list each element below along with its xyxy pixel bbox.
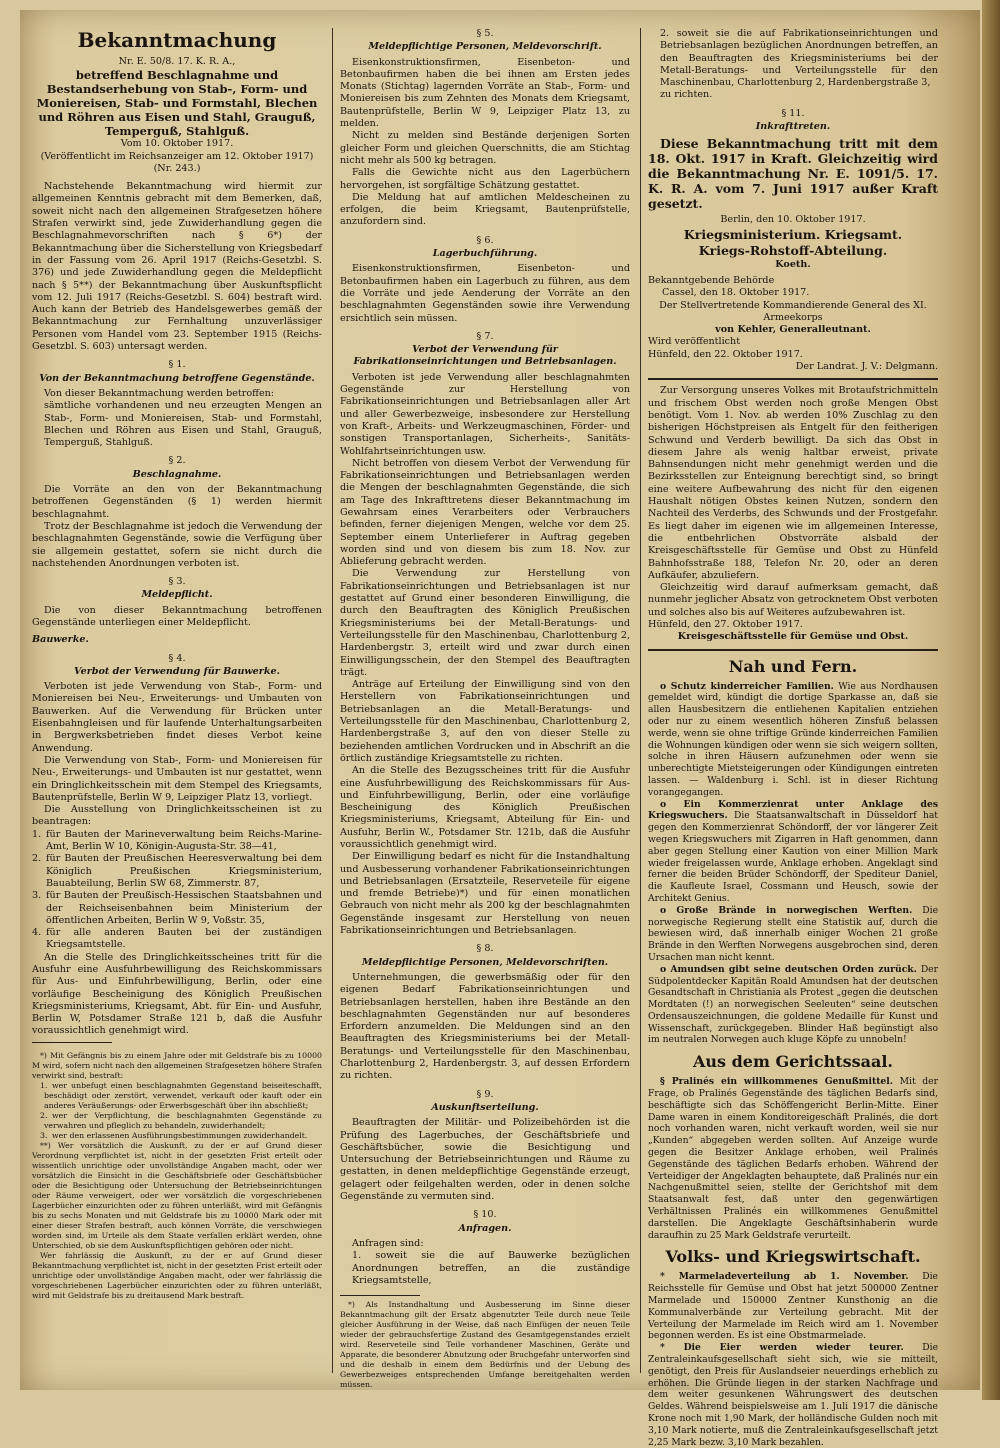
section-5-text-4: Die Meldung hat auf amtlichen Meldescheinen zu erfolgen, die beim Kriegsamt, Bautenprüfstelle, anzufordern sind. (340, 191, 630, 228)
section-3-number: § 3. (168, 576, 186, 588)
section-10-text: Anfragen sind: (352, 1237, 424, 1249)
column-rule-2 (640, 28, 641, 1373)
list-item: 3. für Bauten der Preußisch-Hessischen Staatsbahnen und der Reichseisenbahnen beim Ministerium der öffentlichen Arbeiten, Berlin W 9, Voßstr. 35, (32, 890, 322, 926)
section-7-text: Verboten ist jede Verwendung aller beschlagnahmten Gegenstände zur Herstellung von Fabrikationseinrichtungen und Betriebsanlagen aller Art und aller Gewerbezweige, insbesondere zur Herstellung von Kraft-, Arbeits- und Werkzeugmaschinen, Förder- und sonstigen Transportanlagen, Sicherheits-, Sanitäts-Wohlfahrtseinrichtungen usw. (340, 371, 630, 457)
section-7-text-4: Anträge auf Erteilung der Einwilligung sind von den Herstellern von Fabrikationseinrichtungen und Betriebsanlagen an die Metall-Beratungs- und Verteilungsstelle für den Maschinenbau, Charlottenburg 2, Hardenbergstraße 3, auf den von dieser Stelle zu beziehenden amtlichen Vordrucken und in Abschrift an die örtlich zuständige Kriegsamtstelle zu richten. (340, 679, 630, 764)
list-item: 2. wer der Verpflichtung, die beschlagnahmten Gegenstände zu verwahren und pfleglich zu behandeln, zuwiderhandelt; (40, 1110, 322, 1130)
rubric-gerichtssaal: Aus dem Gerichtssaal. (692, 1052, 893, 1072)
section-1-text-2: sämtliche vorhandenen und neu erzeugten Mengen an Stab-, Form- und Moniereisen, Stab- und Formstahl, Blechen und Röhren aus Eisen und Stahl, Grauguß, Temperguß, Stahlguß. (44, 400, 322, 449)
section-11-text: Diese Bekanntmachung tritt mit dem 18. Okt. 1917 in Kraft. Gleichzeitig wird die Bekanntmachung Nr. E. 1091/5. 17. K. R. A. vom 7. Juni 1917 außer Kraft gesetzt. (648, 136, 938, 212)
list-item: 3. wer den erlassenen Ausführungsbestimmungen zuwiderhandelt. (40, 1130, 308, 1140)
office-department: Kriegs-Rohstoff-Abteilung. (698, 242, 888, 258)
published-date: Hünfeld, den 22. Oktober 1917. (648, 348, 803, 360)
section-5-text-3: Falls die Gewichte nicht aus den Lagerbüchern hervorgehen, ist sorgfältige Schätzung gestattet. (340, 167, 630, 191)
section-10-end: zu richten. (660, 89, 713, 101)
section-8-number: § 8. (476, 943, 494, 955)
section-6-number: § 6. (476, 234, 494, 246)
notice-number: Nr. E. 50/8. 17. K. R. A., (118, 56, 236, 67)
section-4-text-4: An die Stelle des Dringlichkeitsscheines tritt für die Ausfuhr eine Ausfuhrbewilligung des Reichskommissars für Aus- und Einfuhrbewilligung, Berlin, oder eine vorläufige Bescheinigung des Königlich Preußischen Kriegsministeriums, Kriegsamt, Abt. für Ein- und Ausfuhr, Berlin W, Potsdamer Straße 121 b, daß die Ausfuhr voraussichtlich genehmigt wird. (32, 951, 322, 1037)
section-10-title: Anfragen. (458, 1222, 512, 1234)
footnote-3: Wer fahrlässig die Auskunft, zu der er auf Grund dieser Bekanntmachung verpflichtet ist, nicht in der gesetzten Frist erteilt oder unrichtige oder unvollständige Angaben macht, oder wer fahrlässig die vorgeschriebenen Lagerbücher einzurichten oder zu führen unterläßt, wird mit Geldstrafe bis zu dreitausend Mark bestraft. (32, 1250, 322, 1300)
authority-general: Der Stellvertretende Kommandierende General des XI. Armeekorps (659, 299, 927, 323)
footnotes (32, 1051, 322, 1301)
section-9-number: § 9. (476, 1088, 494, 1100)
section-7-text-3: Die Verwendung zur Herstellung von Fabrikationseinrichtungen und Betriebsanlagen ist nur gestattet auf Grund einer besonderen Einwilligung, die durch den Beauftragten des Königlich Preußischen Kriegsministeriums bei der Metall-Beratungs- und Verteilungsstelle für den Maschinenbau, Charlottenburg 2, Hardenbergstr. 3, erteilt wird und zwar durch einen Einwilligungsschein, der den Stempel des Beauftragten trägt. (340, 568, 630, 678)
section-4-list (32, 829, 322, 952)
authority-label: Bekanntgebende Behörde (648, 274, 775, 286)
section-5-text-2: Nicht zu melden sind Bestände derjenigen Sorten gleicher Form und gleichen Querschnitts, die am Stichtag nicht mehr als 500 kg betragen. (340, 130, 630, 166)
obst-notice-signature: Kreisgeschäftsstelle für Gemüse und Obst. (677, 631, 909, 643)
section-2-number: § 2. (168, 455, 186, 467)
section-10-item-1: 1. soweit sie die auf Bauwerke bezüglichen Anordnungen betreffen, an die zuständige Kriegsamtstelle, (352, 1250, 630, 1286)
notice-intro: Nachstehende Bekanntmachung wird hiermit zur allgemeinen Kenntnis gebracht mit dem Bemerken, daß, soweit nicht nach den allgemeinen Strafgesetzen höhere Strafen verwirkt sind, jede Zuwiderhandlung gegen die Beschlagnahmevorschriften nach § 6*) der Bekanntmachung über die Sicherstellung von Kriegsbedarf in der Fassung vom 26. April 1917 (Reichs-Gesetzbl. S. 376) und jede Zuwiderhandlung gegen die Meldepflicht nach § 5**) der Bekanntmachung über Auskunftspflicht vom 12. Juli 1917 (Reichs-Gesetzbl. S. 604) bestraft wird. Auch kann der Betrieb des Handelsgewerbes gemäß der Bekanntmachung zur Fernhaltung unzuverlässiger Personen vom Handel vom 23. September 1915 (Reichs-Gesetzbl. S. 603) untersagt werden. (32, 181, 322, 353)
section-7-number: § 7. (476, 330, 494, 342)
news-item: § Pralinés ein willkommenes Genußmittel. Mit der Frage, ob Pralinés Gegenstände des täglichen Bedarfs sind, beschäftigte sich das Schöffengericht Berlin-Mitte. Einer Dame waren in einem Konditoreigeschäft Pralinés, die dort noch vorhanden waren, nicht verkauft worden, weil sie nur „Kunden“ abgegeben werden sollten. Auf Anzeige wurde gegen die Besitzer Anklage erhoben, weil Pralinés Gegenstände des täglichen Bedarfs erhoben. Während der Verteidiger der Angeklagten behauptete, daß Pralinés nur ein Nachgenußmittel seien, stellte der Gerichtshof mit dem Staatsanwalt fest, daß unter den gegenwärtigen Verhältnissen Pralinés ein willkommenes Genußmittel darstellen. Die Angeklagte Geschäftsinhaberin wurde daraufhin zu 25 Mark Geldstrafe verurteilt. (648, 1076, 938, 1241)
news-list (648, 681, 938, 1047)
news-item: o Amundsen gibt seine deutschen Orden zurück. Der Südpolentdecker Kapitän Roald Amundsen hat der deutschen Gesandtschaft in Christiania als Protest „gegen die deutschen Mordtaten (!) an norwegischen Seeleuten“ seine deutschen Ordensauszeichnungen, die goldene Medaille für Kunst und Wissenschaft, zurückgegeben. Blinder Haß begünstigt also im neutralen Norwegen auch kluge Köpfe zu unnobeln! (648, 963, 939, 1046)
authority-date: Cassel, den 18. Oktober 1917. (662, 287, 810, 299)
section-5-number: § 5. (476, 28, 494, 39)
section-2-title: Beschlagnahme. (132, 468, 222, 480)
obst-notice-date: Hünfeld, den 27. Oktober 1917. (648, 618, 803, 630)
section-8-title: Meldepflichtige Personen, Meldevorschriften. (361, 956, 609, 968)
section-6-title: Lagerbuchführung. (432, 248, 538, 260)
section-7-title: Verbot der Verwendung für Fabrikationseinrichtungen und Betriebsanlagen. (353, 344, 617, 368)
footnote-1: *) Mit Gefängnis bis zu einem Jahre oder mit Geldstrafe bis zu 10000 M wird, sofern nicht nach den allgemeinen Strafgesetzen höhere Strafen verwirkt sind, bestraft: (32, 1050, 322, 1080)
section-9-title: Auskunftserteilung. (431, 1101, 539, 1113)
footnote-rule (340, 1295, 420, 1296)
section-5-title: Meldepflichtige Personen, Meldevorschrift. (368, 41, 602, 53)
section-10-number: § 10. (473, 1209, 497, 1221)
section-9-text: Beauftragten der Militär- und Polizeibehörden ist die Prüfung des Lagerbuches, der Geschäftsbriefe und Geschäftsbücher, sowie die Besichtigung und Untersuchung der Betriebseinrichtungen und Räume zu gestatten, in denen meldepflichtige Gegenstände erzeugt, gelagert oder feilgehalten werden, oder in denen solche Gegenstände zu vermuten sind. (340, 1117, 630, 1203)
section-7-text-5: An die Stelle des Bezugsscheines tritt für die Ausfuhr eine Ausfuhrbewilligung des Reichskommissars für Aus- und Einfuhrbewilligung, Berlin, oder eine vorläufige Bescheinigung des Königlich Preußischen Kriegsministeriums, Kriegsamt, Abteilung für Ein- und Ausfuhr, Berlin W., Potsdamer Str. 121b, daß die Ausfuhr voraussichtlich genehmigt wird. (340, 765, 630, 850)
notice-title: Bekanntmachung (77, 28, 277, 52)
rubric-nah-und-fern: Nah und Fern. (728, 656, 858, 676)
section-4-text: Verboten ist jede Verwendung von Stab-, Form- und Moniereisen bei Neu-, Erweiterungs- und Umbauten von Bauwerken. Auf die Verwendung für Brücken unter Eisenbahngleisen und für laufende Unterhaltungsarbeiten in Bergwerksbetrieben findet dieses Verbot keine Anwendung. (32, 681, 322, 754)
footnote-1: *) Als Instandhaltung und Ausbesserung im Sinne dieser Bekanntmachung gilt der Ersatz abgenutzter Teile durch neue Teile gleicher Ausführung in der Weise, daß nach Einfügen der neuen Teile wieder der gebrauchsfertige Zustand des Gesamtgegenstandes erzielt wird. Reserveteile sind Teile vorhandener Maschinen, Geräte und Apparate, die besonderer Abnutzung oder Bruchgefahr unterworfen sind und die deshalb in einem dem Bedürfnis und der Uebung des Gewerbezweiges entsprechenden Umfange bereitgehalten werden müssen. (340, 1300, 630, 1390)
list-item: 1. für Bauten der Marineverwaltung beim Reichs-Marine-Amt, Berlin W 10, Königin-Augusta-Str. 38—41, (32, 828, 322, 853)
section-10-item-2: 2. soweit sie die auf Fabrikationseinrichtungen und Betriebsanlagen bezüglichen Anordnungen betreffen, an den Beauftragten des Kriegsministeriums bei der Metall-Beratungs- und Verteilungsstelle für den Maschinenbau, Charlottenburg 2, Hardenbergstraße 3, (660, 28, 938, 89)
list-item: 1. wer unbefugt einen beschlagnahmten Gegenstand beiseiteschafft, beschädigt oder zerstört, verwendet, verkauft oder kauft oder ein anderes Veräußerungs- oder Erwerbsgeschäft über ihn abschließt; (40, 1080, 322, 1110)
economy-list (648, 1271, 938, 1448)
office-signature: Koeth. (775, 258, 811, 270)
news-item: o Schutz kinderreicher Familien. Wie aus Nordhausen gemeldet wird, kündigt die dortige Sparkasse an, daß sie allen Hausbesitzern die entliehenen Kapitalien entziehen oder nur zu einem wesentlich höheren Zinsfuß belassen werde, wenn sie ohne triftige Gründe kinderreichen Familien die Wohnungen kündigen oder wenn sie sich weigern sollten, solche in ihren Häusern aufzunehmen oder wenn sie unberechtigte Mietsteigerungen oder Kündigungen eintreten lassen. — Waldenburg i. Schl. ist in dieser Richtung vorangegangen. (648, 680, 938, 798)
news-item: * Die Eier werden wieder teurer. Die Zentraleinkaufsgesellschaft sieht sich, wie sie mitteilt, genötigt, den Preis für Auslandseier neuerdings erheblich zu erhöhen. Die Gründe liegen in der starken Nachfrage und dem weiter gesunkenen Währungswert des deutschen Geldes. Während beispielsweise am 1. Juli 1917 die dänische Krone noch mit 1,90 Mark, der holländische Gulden noch mit 3,10 Mark notierte, muß die Zentraleinkaufsgesellschaft jetzt 2,25 Mark bezw. 3,10 Mark bezahlen. (648, 1342, 939, 1448)
notice-published-number: (Nr. 243.) (153, 162, 201, 174)
landrat-signature: Der Landrat. J. V.: Delgmann. (795, 361, 938, 373)
section-4-title: Verbot der Verwendung für Bauwerke. (74, 665, 280, 677)
section-4-text-3: Die Ausstellung von Dringlichkeitsscheinen ist zu beantragen: (32, 804, 322, 828)
court-list (648, 1076, 938, 1241)
section-4-text-2: Die Verwendung von Stab-, Form- und Moniereisen für Neu-, Erweiterungs- und Umbauten ist nur gestattet, wenn ein Dringlichkeitsschein mit dem Stempel des Kriegsamts, Bautenprüfstelle, Berlin W 9, Leipziger Platz 13, vorliegt. (32, 754, 322, 803)
divider (648, 649, 938, 651)
rubric-kriegswirtschaft: Volks- und Kriegswirtschaft. (665, 1247, 921, 1267)
footnote-2: **) Wer vorsätzlich die Auskunft, zu der er auf Grund dieser Verordnung verpflichtet ist, nicht in der gesetzten Frist erteilt oder wissentlich unrichtige oder unvollständige Angaben macht, oder wer vorsätzlich die Einsicht in die Geschäftsbriefe oder Geschäftsbücher oder die Besichtigung oder Untersuchung der Betriebseinrichtungen oder Räume verweigert, oder wer vorsätzlich die vorgeschriebenen Lagerbücher einzurichten oder zu führen unterläßt, wird mit Gefängnis bis zu sechs Monaten und mit Geldstrafe bis zu 10000 Mark oder mit einer dieser Strafen bestraft, auch können Vorräte, die verschwiegen worden sind, im Urteile als dem Staate verfallen erklärt werden, ohne Unterschied, ob sie dem Auskunftspflichtigen gehören oder nicht. (32, 1140, 322, 1250)
section-11-number: § 11. (781, 107, 805, 119)
notice-published: (Veröffentlicht im Reichsanzeiger am 12. Oktober 1917) (40, 150, 314, 162)
section-1-title: Von der Bekanntmachung betroffene Gegenstände. (39, 372, 315, 384)
page-edge-shadow (982, 0, 1000, 1400)
heading-bauwerke: Bauwerke. (32, 634, 89, 646)
column-2 (340, 28, 630, 1390)
published-label: Wird veröffentlicht (648, 336, 741, 348)
section-1-number: § 1. (168, 359, 186, 371)
section-11-title: Inkrafttreten. (755, 121, 831, 133)
footnote-list (32, 1081, 322, 1141)
news-item: o Große Brände in norwegischen Werften. Die norwegische Regierung stellt eine Statistik auf, durch die bewiesen wird, daß innerhalb einiger Wochen 21 große Brände in den Werften Norwegens ausgebrochen sind, deren Ursachen man nicht kennt. (648, 904, 939, 963)
column-1 (32, 28, 322, 1373)
section-2-text-2: Trotz der Beschlagnahme ist jedoch die Verwendung der beschlagnahmten Gegenstände, sowie die Verfügung über sie allgemein gestattet, sofern sie nicht durch die nachstehenden Anordnungen verboten ist. (32, 520, 322, 569)
section-7-text-6: Der Einwilligung bedarf es nicht für die Instandhaltung und Ausbesserung vorhandener Fabrikationseinrichtungen und Betriebsanlagen (Ersatzteile, Reserveteile für eigene und fremde Betriebe)*) und für einen monatlichen Gebrauch von nicht mehr als 200 kg der beschlagnahmten Gegenstände insgesamt zur Herstellung von neuen Fabrikationseinrichtungen und Betriebsanlagen. (340, 851, 630, 937)
column-rule-1 (332, 28, 333, 1373)
list-item: 2. für Bauten der Preußischen Heeresverwaltung bei dem Königlich Preußischen Kriegsministerium, Bauabteilung, Berlin SW 68, Zimmerstr. 87, (32, 853, 322, 889)
column-3 (648, 28, 939, 1448)
section-3-text: Die von dieser Bekanntmachung betroffenen Gegenstände unterliegen einer Meldepflicht. (32, 604, 322, 628)
section-1-text: Von dieser Bekanntmachung werden betroffen: (44, 387, 275, 399)
list-item: 4. für alle anderen Bauten bei der zuständigen Kriegsamtstelle. (32, 927, 322, 951)
news-item: * Marmeladeverteilung ab 1. November. Die Reichsstelle für Gemüse und Obst hat jetzt 500000 Zentner Marmelade und 150000 Zentner Kunsthonig an die Kommunalverbände zur Verteilung gebracht. Mit der Verteilung der Marmelade im Reich wird am 1. November begonnen werden. Es ist eine Obstmarmelade. (648, 1271, 938, 1342)
authority-signature: von Kehler, Generalleutnant. (715, 324, 871, 336)
footnote-rule (32, 1042, 112, 1043)
section-5-text: Eisenkonstruktionsfirmen, Eisenbeton- und Betonbaufirmen haben die bei ihnen am Ersten jedes Monats (Stichtag) lagernden Vorräte an Stab-, Form- und Moniereisen bis zum Zehnten des Monats dem Kriegsamt, Bautenprüfstelle, Berlin W 9, Leipziger Platz 13, zu melden. (340, 56, 630, 130)
divider (648, 378, 938, 380)
section-4-number: § 4. (168, 652, 186, 664)
dateline: Berlin, den 10. Oktober 1917. (720, 214, 866, 226)
news-item: o Ein Kommerzienrat unter Anklage des Kriegswuchers. Die Staatsanwaltschaft in Düsseldorf hat gegen den Kommerzienrat Schöndorff, der vor längerer Zeit wegen Kriegswuchers mit Zigarren in Haft genommen, dann aber gegen Stellung einer Kaution von einer Million Mark wieder freigelassen wurde, Anklage erhoben. Angeklagt sind ferner die beiden Brüder Schöndorff, der Spediteur Daniel, die Kaufleute Israel, Cossmann und Heusch, sowie der Architekt Genius. (648, 798, 938, 904)
notice-subject: betreffend Beschlagnahme und Bestandserhebung von Stab-, Form- und Moniereisen, Stab- und Formstahl, Blechen und Röhren aus Eisen und Stahl, Grauguß, Temperguß, Stahlguß. (36, 68, 318, 139)
obst-notice-text-2: Gleichzeitig wird darauf aufmerksam gemacht, daß nunmehr jeglicher Absatz von getrocknetem Obst verboten und solches also bis auf Weiteres aufzubewahren ist. (648, 582, 938, 618)
notice-date: Vom 10. Oktober 1917. (120, 138, 234, 150)
footnotes (340, 1300, 630, 1390)
section-3-title: Meldepflicht. (141, 589, 213, 601)
section-6-text: Eisenkonstruktionsfirmen, Eisenbeton- und Betonbaufirmen haben ein Lagerbuch zu führen, aus dem die Vorräte und jede Aenderung der Vorräte an den beschlagnahmten Gegenständen sowie ihre Verwendung ersichtlich sein müssen. (340, 263, 630, 324)
section-7-text-2: Nicht betroffen von diesem Verbot der Verwendung für Fabrikationseinrichtungen und Betriebsanlagen werden die Mengen der beschlagnahmten Gegenstände, die sich am Tage des Inkrafttretens dieser Bekanntmachung im Gewahrsam eines Verarbeiters oder Verbrauchers befinden, ferner diejenigen Mengen, welche vor dem 25. September einem Unterlieferer in Auftrag gegeben worden sind und von diesem bis zum 18. Nov. zur Ablieferung gebracht werden. (340, 457, 630, 568)
office-ministry: Kriegsministerium. Kriegsamt. (683, 226, 903, 242)
section-8-text: Unternehmungen, die gewerbsmäßig oder für den eigenen Bedarf Fabrikationseinrichtungen und Betriebsanlagen herstellen, haben ihre Bestände an den beschlagnahmten Gegenständen nur auf besonderes Erfordern anzumelden. Die Meldungen sind an den Beauftragten des Kriegsministeriums bei der Metall-Beratungs- und Verteilungsstelle für den Maschinenbau, Charlottenburg 2, Hardenbergstr. 3, auf dessen Erfordern zu richten. (340, 971, 630, 1082)
obst-notice-text: Zur Versorgung unseres Volkes mit Brotaufstrichmitteln und frischem Obst werden noch große Mengen Obst benötigt. Vom 1. Nov. ab werden 10% Zuschlag zu den bisherigen Höchstpreisen als Entgelt für den feitherigen Schwund und Verderb bewilligt. Da sich das Obst in diesem Jahre als wenig haltbar erweist, private Bahnsendungen nicht mehr genehmigt werden und die Bezirksstellen zur Enteignung berechtigt sind, so bringt eine weitere Aufbewahrung des nicht für den eigenen Haushalt nötigen Obstes keinen Nutzen, sondern den Nachteil des Verderbs, des Schwunds und der Frostgefahr. Es liegt daher im eigenen wie im allgemeinen Interesse, die entbehrlichen Obstvorräte alsbald der Kreisgeschäftsstelle für Gemüse und Obst zu Hünfeld Bahnhofsstraße 188, Telefon Nr. 20, oder an deren Aufkäufer, abzuliefern. (648, 385, 938, 581)
section-2-text: Die Vorräte an den von der Bekanntmachung betroffenen Gegenständen (§ 1) werden hiermit beschlagnahmt. (32, 484, 322, 520)
